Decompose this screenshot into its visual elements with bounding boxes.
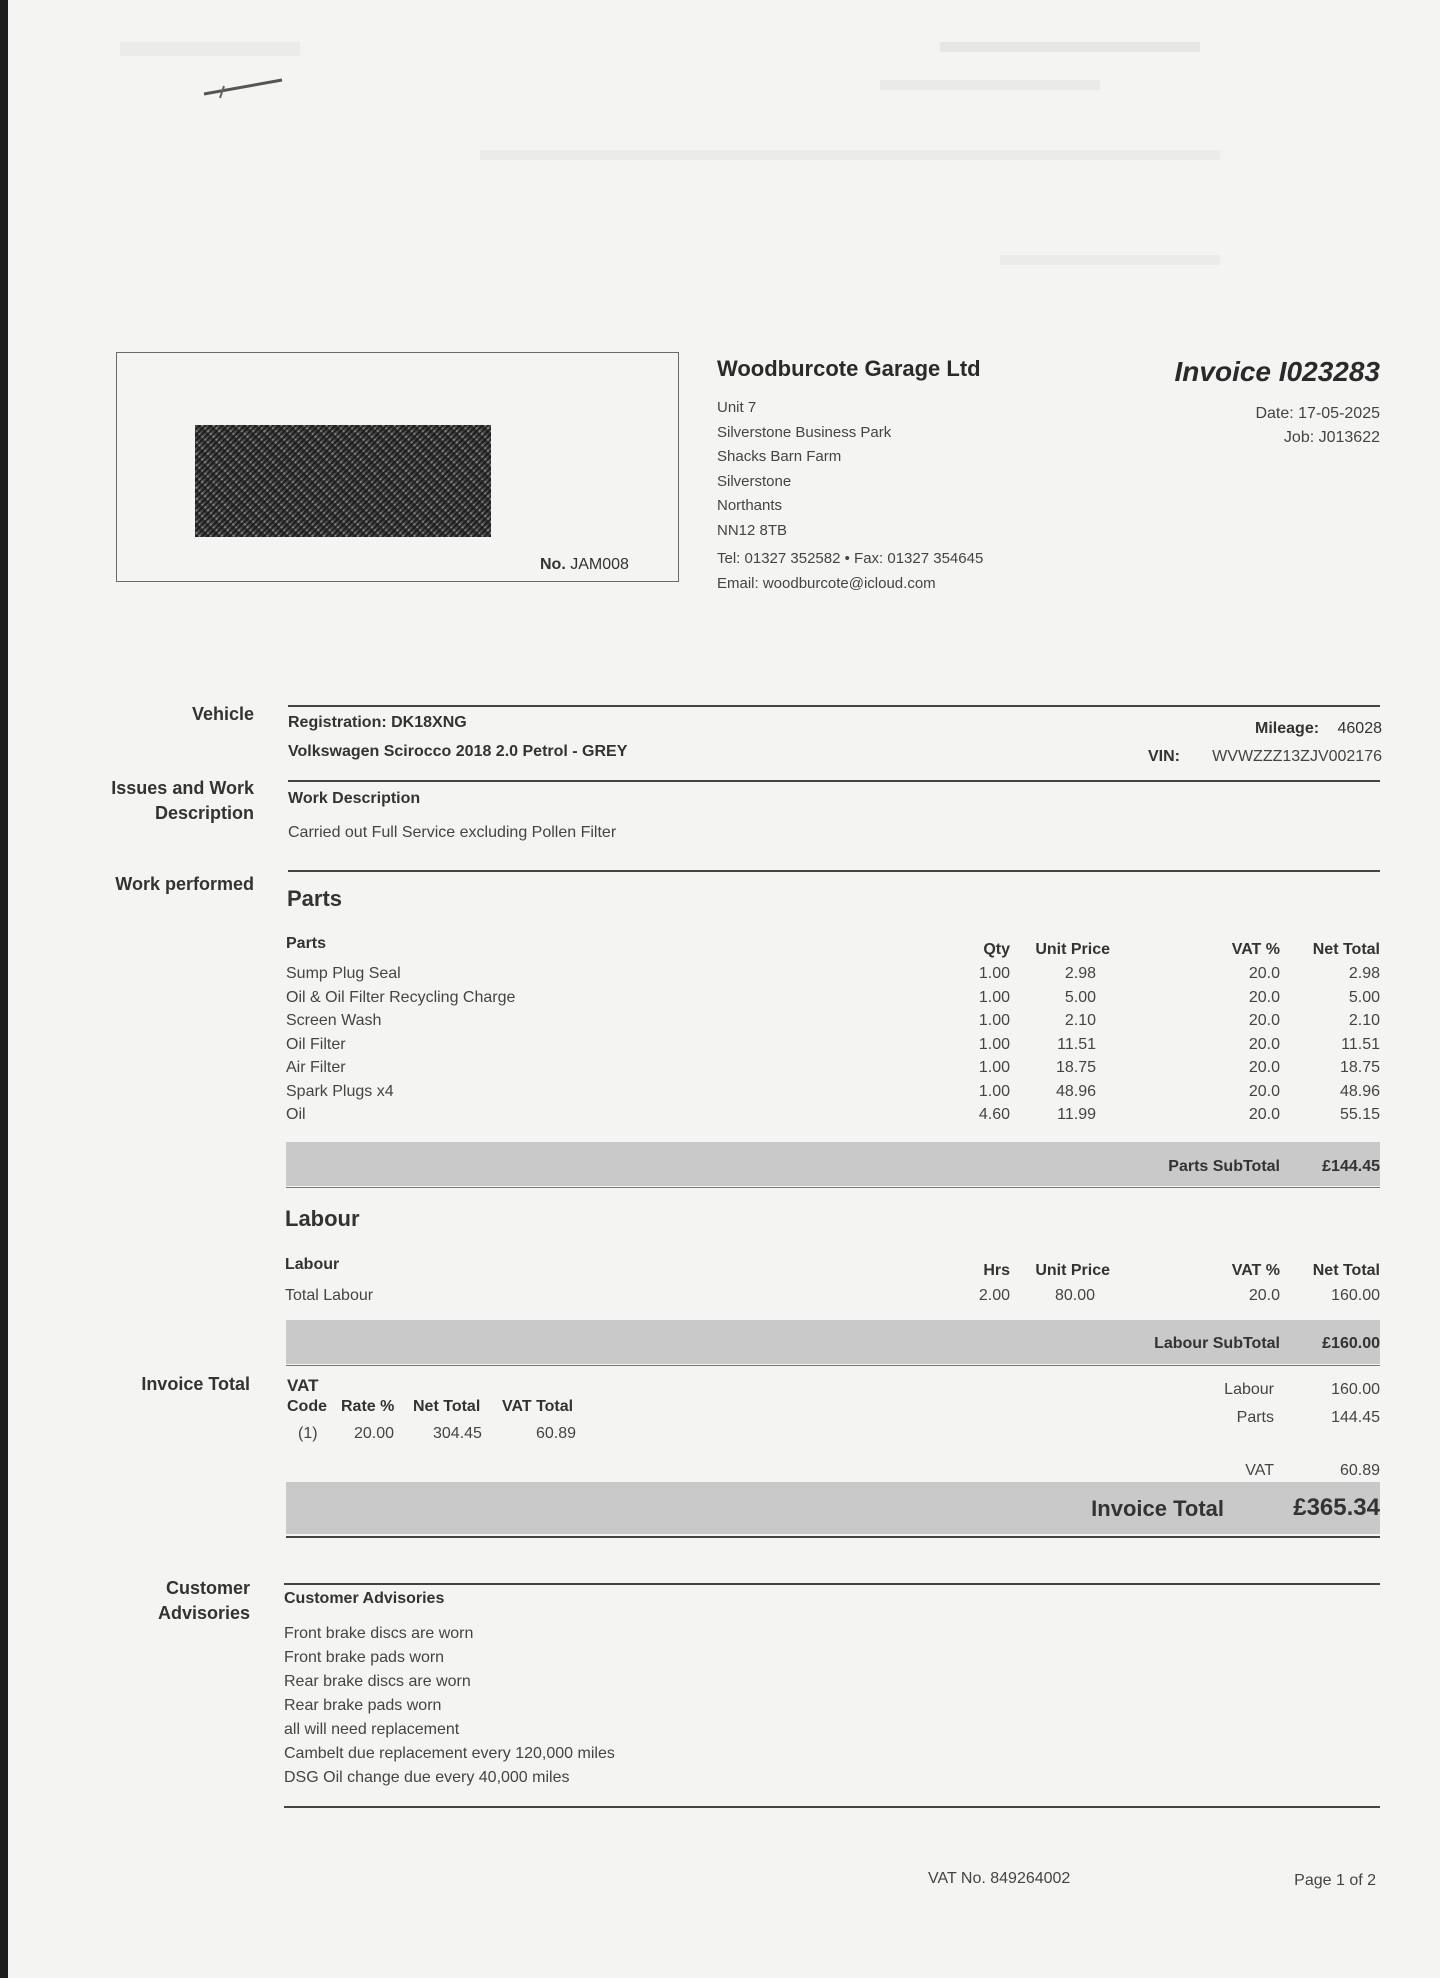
totals-parts-value: 144.45 (1331, 1409, 1380, 1426)
invoice-date: Date: 17-05-2025 (1255, 405, 1380, 422)
totals-vat-label: VAT (1245, 1462, 1274, 1479)
invoice-total-value: £365.34 (1293, 1494, 1380, 1521)
part-net-total: 11.51 (1341, 1035, 1380, 1053)
parts-subtotal-value: £144.45 (1322, 1158, 1380, 1175)
part-net-total: 55.15 (1339, 1106, 1380, 1123)
part-vat: 20.0 (1248, 965, 1280, 982)
part-net-total: 2.10 (1348, 1012, 1380, 1029)
divider (284, 1583, 1380, 1585)
work-description-heading: Work Description (288, 790, 421, 807)
part-unit-price: 48.96 (1055, 1082, 1096, 1100)
labour-subtotal-value: £160.00 (1322, 1335, 1380, 1352)
part-vat: 20.0 (1248, 1035, 1280, 1053)
vehicle-label: Vehicle (191, 704, 254, 724)
divider (288, 870, 1380, 872)
vat-rate: 20.00 (354, 1425, 395, 1442)
redacted-customer-address (195, 425, 491, 537)
address-line: NN12 8TB (717, 521, 788, 539)
invoice-total-label: Invoice Total (1091, 1496, 1224, 1521)
table-row (286, 1080, 1380, 1104)
table-row (286, 986, 1380, 1010)
address-line: Silverstone Business Park (717, 423, 892, 441)
part-net-total: 48.96 (1339, 1082, 1380, 1100)
part-name: Oil Filter (286, 1035, 346, 1053)
part-qty: 1.00 (978, 965, 1010, 982)
company-name: Woodburcote Garage Ltd (717, 356, 981, 381)
table-row (286, 962, 1380, 986)
bleed-through-mark (940, 42, 1200, 52)
address-line: Unit 7 (717, 399, 757, 416)
list-item: Front brake discs are worn (284, 1625, 474, 1642)
parts-col-name: Parts (286, 935, 327, 952)
mileage-value: 46028 (1337, 720, 1382, 737)
part-vat: 20.0 (1248, 1012, 1280, 1029)
part-unit-price: 2.10 (1064, 1012, 1096, 1029)
issues-label (80, 776, 254, 826)
part-net-total: 18.75 (1339, 1059, 1380, 1076)
work-performed-label: Work performed (115, 874, 254, 894)
part-name: Spark Plugs x4 (286, 1082, 394, 1100)
labour-col-unit-price: Unit Price (1035, 1262, 1110, 1279)
invoice-title: Invoice I023283 (1174, 356, 1380, 387)
part-qty: 1.00 (978, 1012, 1010, 1029)
bleed-through-mark (880, 80, 1100, 90)
page-number: Page 1 of 2 (1294, 1872, 1376, 1889)
parts-col-qty: Qty (983, 941, 1010, 958)
list-item: Front brake pads worn (284, 1649, 445, 1666)
labour-col-hrs: Hrs (983, 1262, 1010, 1279)
advisories-label (80, 1576, 250, 1626)
divider (288, 780, 1380, 782)
part-qty: 1.00 (978, 988, 1010, 1006)
part-unit-price: 5.00 (1064, 988, 1096, 1006)
table-row (286, 1056, 1380, 1080)
vat-net-total: 304.45 (433, 1425, 482, 1442)
vehicle-description: Volkswagen Scirocco 2018 2.0 Petrol - GREY (288, 743, 628, 760)
part-name: Sump Plug Seal (286, 965, 401, 982)
issues-label-line: Issues and Work (111, 778, 254, 798)
list-item: Rear brake discs are worn (284, 1673, 471, 1690)
list-item: all will need replacement (284, 1721, 460, 1738)
labour-vat: 20.0 (1248, 1287, 1280, 1304)
totals-parts-label: Parts (1236, 1409, 1274, 1426)
vat-col-vat-total: VAT Total (502, 1398, 574, 1415)
account-number-value: JAM008 (570, 556, 629, 573)
list-item: Rear brake pads worn (284, 1697, 442, 1714)
vat-col-net-total: Net Total (413, 1398, 481, 1415)
vat-code: (1) (298, 1425, 318, 1442)
part-unit-price: 18.75 (1055, 1059, 1096, 1076)
labour-subtotal-label: Labour SubTotal (1154, 1335, 1280, 1352)
vehicle-mileage (1255, 720, 1382, 738)
totals-labour-value: 160.00 (1331, 1381, 1380, 1398)
address-line: Northants (717, 497, 783, 514)
work-description-text: Carried out Full Service excluding Pollen Filter (288, 824, 617, 841)
part-vat: 20.0 (1248, 1059, 1280, 1076)
part-unit-price: 11.51 (1057, 1035, 1096, 1053)
vat-col-code: Code (287, 1398, 327, 1415)
advisories-list (284, 1622, 615, 1790)
company-phone: Tel: 01327 352582 • Fax: 01327 354645 (717, 550, 984, 567)
part-vat: 20.0 (1248, 1082, 1280, 1100)
vin-value: WVWZZZ13ZJV002176 (1212, 748, 1382, 765)
labour-title: Labour (285, 1206, 360, 1231)
advisories-label-line: Customer (165, 1578, 250, 1598)
part-qty: 4.60 (978, 1106, 1010, 1123)
part-qty: 1.00 (978, 1035, 1010, 1053)
parts-col-net-total: Net Total (1312, 941, 1380, 958)
part-unit-price: 2.98 (1064, 965, 1096, 982)
company-email: Email: woodburcote@icloud.com (717, 574, 936, 592)
invoice-job: Job: J013622 (1283, 429, 1380, 446)
part-name: Oil (286, 1106, 306, 1123)
advisories-heading: Customer Advisories (284, 1590, 445, 1607)
labour-hrs: 2.00 (978, 1287, 1010, 1304)
parts-subtotal-label: Parts SubTotal (1168, 1158, 1280, 1175)
advisories-label-line: Advisories (157, 1603, 250, 1623)
divider (284, 1806, 1380, 1808)
divider (286, 1536, 1380, 1538)
part-vat: 20.0 (1248, 988, 1280, 1006)
labour-name: Total Labour (285, 1287, 374, 1304)
part-name: Screen Wash (286, 1012, 382, 1029)
company-address (717, 396, 983, 596)
parts-table (286, 962, 1380, 1127)
part-vat: 20.0 (1248, 1106, 1280, 1123)
bleed-through-mark (120, 42, 300, 56)
mileage-label: Mileage: (1255, 720, 1320, 737)
part-net-total: 5.00 (1348, 988, 1380, 1006)
address-line: Shacks Barn Farm (717, 448, 842, 465)
vat-total: 60.89 (536, 1425, 577, 1442)
parts-title: Parts (287, 886, 343, 911)
list-item: DSG Oil change due every 40,000 miles (284, 1769, 570, 1786)
labour-col-vat: VAT % (1231, 1262, 1280, 1279)
part-net-total: 2.98 (1348, 965, 1380, 982)
table-row (286, 1009, 1380, 1033)
bleed-through-mark (480, 150, 1220, 160)
parts-col-vat: VAT % (1231, 941, 1280, 958)
divider (288, 705, 1380, 707)
issues-label-line: Description (154, 803, 254, 823)
labour-net-total: 160.00 (1331, 1287, 1380, 1304)
totals-vat-value: 60.89 (1339, 1462, 1380, 1479)
part-name: Air Filter (286, 1059, 346, 1076)
table-row (285, 1284, 1380, 1308)
vehicle-registration: Registration: DK18XNG (288, 714, 467, 731)
table-row (286, 1033, 1380, 1057)
labour-col-net-total: Net Total (1312, 1262, 1380, 1279)
vat-heading: VAT (287, 1376, 319, 1395)
pen-mark-icon (200, 72, 290, 102)
vat-number: VAT No. 849264002 (928, 1870, 1071, 1887)
labour-unit-price: 80.00 (1054, 1287, 1095, 1304)
parts-col-unit-price: Unit Price (1035, 941, 1110, 958)
divider (286, 1187, 1380, 1188)
vin-label: VIN: (1148, 748, 1180, 765)
account-number-label: No. (540, 556, 566, 573)
scan-edge (0, 0, 8, 1978)
list-item: Cambelt due replacement every 120,000 miles (284, 1745, 615, 1762)
address-line: Silverstone (717, 472, 792, 490)
invoice-total-section-label: Invoice Total (141, 1374, 250, 1394)
part-unit-price: 11.99 (1057, 1106, 1096, 1123)
part-name: Oil & Oil Filter Recycling Charge (286, 988, 516, 1006)
bleed-through-mark (1000, 255, 1220, 265)
totals-labour-label: Labour (1224, 1381, 1274, 1398)
vat-col-rate: Rate % (341, 1398, 395, 1415)
part-qty: 1.00 (978, 1082, 1010, 1100)
account-number (540, 556, 629, 574)
table-row (286, 1103, 1380, 1127)
part-qty: 1.00 (978, 1059, 1010, 1076)
divider (286, 1365, 1380, 1366)
labour-col-name: Labour (285, 1256, 340, 1273)
invoice-meta (1255, 402, 1380, 450)
